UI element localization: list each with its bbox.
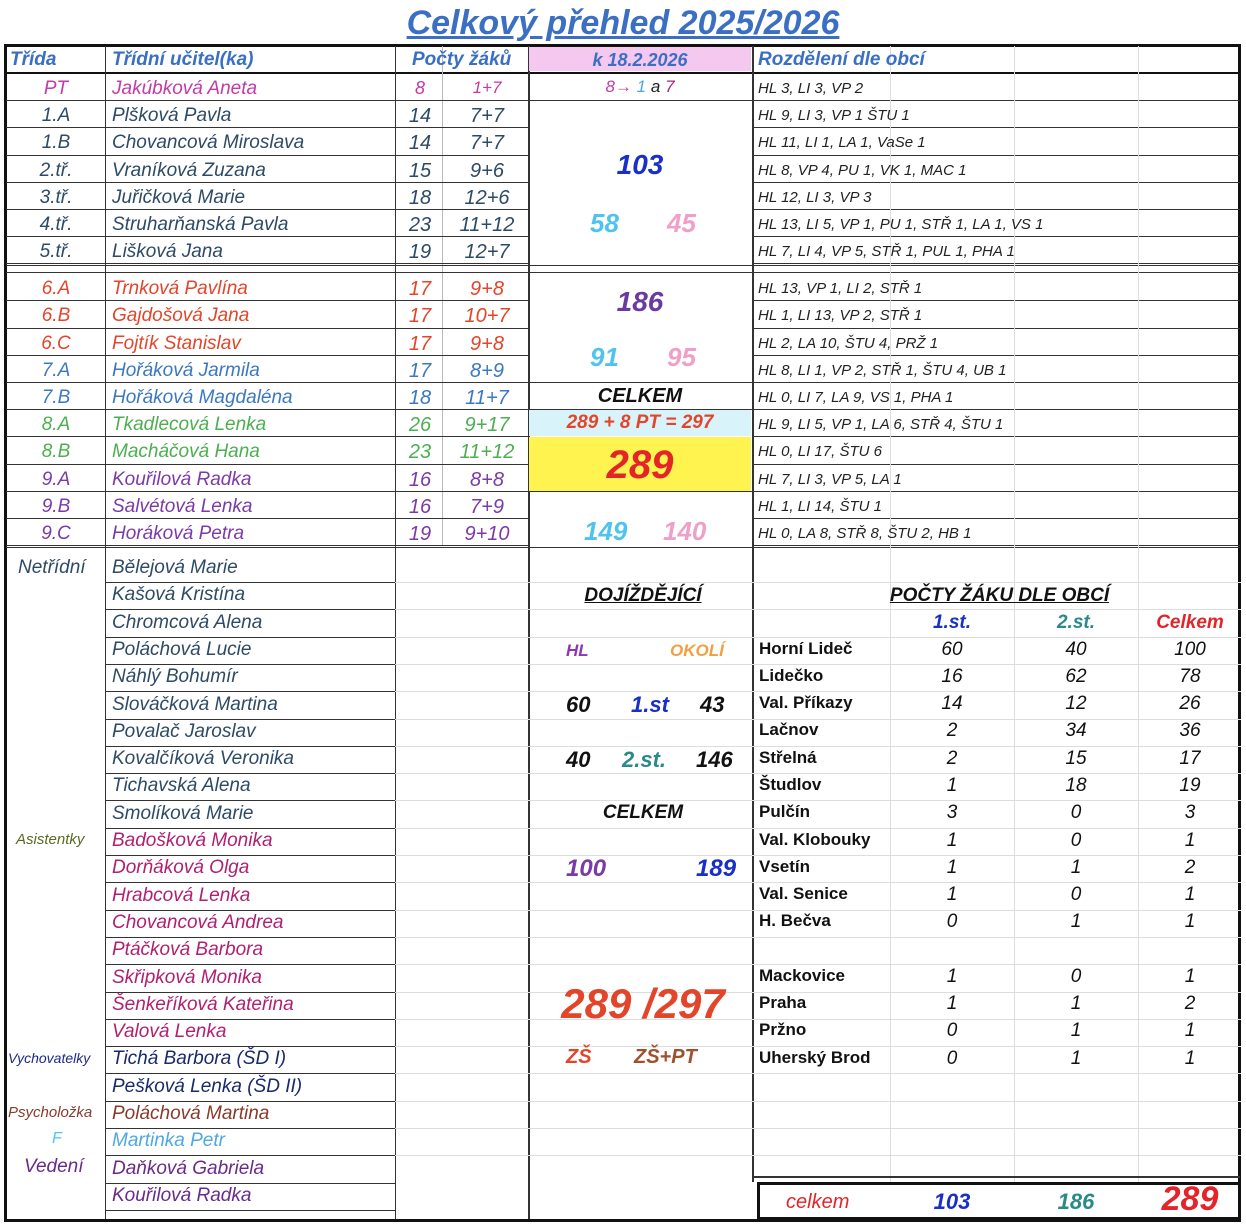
class-municipalities: HL 11, LI 1, LA 1, VaSe 1 xyxy=(758,134,926,151)
obce-row-name: Vsetín xyxy=(759,857,811,876)
staff-name: Kovalčíková Veronika xyxy=(112,748,295,770)
class-municipalities: HL 9, LI 3, VP 1 ŠTU 1 xyxy=(758,107,910,124)
class-teacher: Fojtík Stanislav xyxy=(112,333,241,354)
obce-row-first: 2 xyxy=(946,748,958,769)
class-teacher: Hořáková Jarmila xyxy=(112,360,260,381)
header-rozdeleni: Rozdělení dle obcí xyxy=(758,49,925,70)
staff-name: Chromcová Alena xyxy=(112,611,263,633)
class-teacher: Plšková Pavla xyxy=(112,105,232,126)
staff-name: Náhlý Bohumír xyxy=(112,666,238,688)
class-count: 17 xyxy=(408,278,432,300)
obce-row-name: Lačnov xyxy=(759,720,819,739)
class-split: 9+10 xyxy=(464,523,510,545)
class-teacher: Jakúbková Aneta xyxy=(112,78,258,99)
obce-row-name: Pulčín xyxy=(759,802,811,821)
dojizdejici-c-b: 189 xyxy=(696,855,737,882)
dojizdejici-zs: ZŠ xyxy=(566,1046,592,1068)
class-name: 1.A xyxy=(41,105,71,126)
class-split: 9+8 xyxy=(470,333,504,355)
total-all: 289 xyxy=(1161,1180,1219,1218)
class-count: 18 xyxy=(408,387,432,409)
obce-row-second: 1 xyxy=(1070,1020,1082,1041)
staff-name: Ptáčková Barbora xyxy=(112,939,264,961)
obce-row-total: 1 xyxy=(1184,911,1196,932)
staff-name: Kašová Kristína xyxy=(112,584,246,606)
staff-name: Smolíková Marie xyxy=(112,802,254,824)
f-label: F xyxy=(52,1130,62,1147)
class-name: 7.B xyxy=(41,387,71,408)
class-count: 17 xyxy=(408,360,432,382)
obce-row-second: 62 xyxy=(1065,666,1087,687)
staff-name: Tichavská Alena xyxy=(112,775,251,797)
obce-row-total: 2 xyxy=(1184,993,1196,1014)
obce-row-name: H. Bečva xyxy=(759,911,831,930)
header-pocty: Počty žáků xyxy=(412,49,512,70)
obce-col2: 2.st. xyxy=(1056,612,1096,633)
obce-row-first: 1 xyxy=(946,966,958,987)
obce-row-total: 36 xyxy=(1179,720,1201,741)
dojizdejici-okoli: OKOLÍ xyxy=(670,641,724,660)
celkem-label: CELKEM xyxy=(597,385,683,407)
total-label: celkem xyxy=(786,1191,850,1213)
obce-row-first: 0 xyxy=(946,1020,958,1041)
class-name: 4.tř. xyxy=(39,214,73,235)
obce-row-name: Praha xyxy=(759,993,807,1012)
obce-row-second: 1 xyxy=(1070,911,1082,932)
class-municipalities: HL 9, LI 5, VP 1, LA 6, STŘ 4, ŠTU 1 xyxy=(758,416,1004,433)
obce-row-name: Pržno xyxy=(759,1020,807,1039)
dojizdejici-title: DOJÍŽDĚJÍCÍ xyxy=(584,585,702,606)
class-split: 9+8 xyxy=(470,278,504,300)
class-count: 15 xyxy=(408,160,432,182)
header-ucitel: Třídní učitel(ka) xyxy=(112,49,254,70)
class-name: 7.A xyxy=(41,360,71,381)
class-name: PT xyxy=(43,78,69,99)
second-stage-girls: 95 xyxy=(667,342,696,372)
class-split: 12+6 xyxy=(464,187,510,209)
pt-summary-and: a xyxy=(650,77,661,96)
class-split: 11+12 xyxy=(459,441,515,463)
page-title: Celkový přehled 2025/2026 xyxy=(406,4,840,42)
second-stage-boys: 91 xyxy=(590,342,619,372)
obce-row-total: 1 xyxy=(1184,830,1196,851)
vedeni-label: Vedení xyxy=(24,1156,84,1177)
obce-row-second: 0 xyxy=(1070,830,1082,851)
dojizdejici-hl: HL xyxy=(566,641,589,660)
obce-row-first: 1 xyxy=(946,884,958,905)
class-count: 23 xyxy=(408,441,432,463)
obce-title: POČTY ŽÁKU DLE OBCÍ xyxy=(889,585,1110,606)
dojizdejici-r1-b: 43 xyxy=(700,692,725,717)
class-name: 6.A xyxy=(41,278,71,299)
class-teacher: Horáková Petra xyxy=(112,523,245,544)
obce-col1: 1.st. xyxy=(932,612,972,633)
third-girls: 140 xyxy=(663,516,707,546)
class-teacher: Gajdošová Jana xyxy=(112,305,250,326)
obce-row-first: 1 xyxy=(946,775,958,796)
staff-name: Chovancová Andrea xyxy=(112,911,284,933)
class-municipalities: HL 13, LI 5, VP 1, PU 1, STŘ 1, LA 1, VS 1 xyxy=(758,216,1044,233)
dojizdejici-celkem: CELKEM xyxy=(602,802,684,823)
staff-name: Slováčková Martina xyxy=(112,693,278,715)
staff-name: Poláchová Martina xyxy=(112,1103,270,1124)
staff-name: Pešková Lenka (ŠD II) xyxy=(112,1075,303,1097)
pt-summary-first: 1 xyxy=(636,77,647,96)
dojizdejici-r1-a: 60 xyxy=(566,692,591,717)
third-boys: 149 xyxy=(584,516,628,546)
obce-row-total: 17 xyxy=(1179,748,1201,769)
class-name: 1.B xyxy=(41,132,71,153)
obce-row-second: 0 xyxy=(1070,802,1082,823)
first-stage-total: 103 xyxy=(616,149,664,180)
class-count: 16 xyxy=(408,469,432,491)
obce-row-name: Val. Příkazy xyxy=(759,693,853,712)
obce-row-total: 3 xyxy=(1184,802,1196,823)
staff-name: Poláchová Lucie xyxy=(112,638,252,660)
class-teacher: Vraníková Zuzana xyxy=(112,160,266,181)
obce-row-first: 1 xyxy=(946,857,958,878)
class-count: 19 xyxy=(408,241,432,263)
class-count: 26 xyxy=(408,414,432,436)
header-trida: Třída xyxy=(10,49,57,70)
dojizdejici-big-text: 289 /297 xyxy=(561,980,725,1027)
staff-name: Tichá Barbora (ŠD I) xyxy=(112,1048,287,1070)
obce-row-first: 1 xyxy=(946,993,958,1014)
class-split: 10+7 xyxy=(464,305,510,327)
celkem-big: 289 xyxy=(606,443,674,487)
obce-row-name: Uherský Brod xyxy=(759,1048,871,1067)
class-municipalities: HL 12, LI 3, VP 3 xyxy=(758,189,872,206)
staff-name: Povalač Jaroslav xyxy=(112,720,256,742)
total-first: 103 xyxy=(933,1189,971,1214)
obce-row-first: 60 xyxy=(941,639,963,660)
dojizdejici-r2-b: 146 xyxy=(696,747,733,772)
class-name: 8.B xyxy=(41,441,71,462)
class-name: 6.B xyxy=(41,305,71,326)
second-stage-total: 186 xyxy=(616,286,664,317)
obce-row-name: Val. Klobouky xyxy=(759,830,871,849)
class-count: 17 xyxy=(408,305,432,327)
class-name: 2.tř. xyxy=(39,160,73,181)
class-count: 19 xyxy=(408,523,432,545)
staff-name: Martinka Petr xyxy=(112,1130,225,1152)
class-split: 7+7 xyxy=(470,132,504,154)
class-municipalities: HL 7, LI 3, VP 5, LA 1 xyxy=(758,471,902,488)
obce-row-name: Val. Senice xyxy=(759,884,848,903)
class-name: 9.C xyxy=(41,523,71,544)
class-teacher: Lišková Jana xyxy=(112,241,223,262)
class-split: 7+7 xyxy=(470,105,504,127)
class-teacher: Salvétová Lenka xyxy=(112,496,253,517)
class-municipalities: HL 3, LI 3, VP 2 xyxy=(758,80,864,97)
class-municipalities: HL 0, LI 17, ŠTU 6 xyxy=(758,443,882,460)
obce-row-name: Střelná xyxy=(759,748,817,767)
obce-row-total: 1 xyxy=(1184,1020,1196,1041)
class-split: 8+9 xyxy=(470,360,504,382)
obce-row-first: 0 xyxy=(946,911,958,932)
class-municipalities: HL 2, LA 10, ŠTU 4, PRŽ 1 xyxy=(758,335,939,352)
class-teacher: Juřičková Marie xyxy=(112,187,246,208)
class-split: 8+8 xyxy=(470,469,504,491)
obce-row-total: 100 xyxy=(1174,639,1206,660)
obce-row-first: 1 xyxy=(946,830,958,851)
first-stage-boys: 58 xyxy=(590,208,619,238)
pt-summary-total: 8→ xyxy=(605,77,632,96)
class-name: 9.B xyxy=(41,496,71,517)
obce-row-name: Mackovice xyxy=(759,966,845,985)
class-split: 11+12 xyxy=(459,214,515,236)
obce-row-total: 2 xyxy=(1184,857,1196,878)
class-name: 3.tř. xyxy=(39,187,73,208)
class-name: 5.tř. xyxy=(39,241,73,262)
obce-row-first: 3 xyxy=(946,802,958,823)
obce-row-second: 40 xyxy=(1065,639,1087,660)
class-name: 8.A xyxy=(41,414,71,435)
obce-row-total: 78 xyxy=(1179,666,1201,687)
first-stage-girls: 45 xyxy=(667,208,696,238)
total-second: 186 xyxy=(1057,1189,1095,1214)
class-split: 1+7 xyxy=(472,78,502,97)
class-count: 23 xyxy=(408,214,432,236)
obce-row-name: Horní Lideč xyxy=(759,639,853,658)
class-municipalities: HL 0, LA 8, STŘ 8, ŠTU 2, HB 1 xyxy=(758,525,972,542)
class-teacher: Hořáková Magdaléna xyxy=(112,387,293,408)
psycholozka-label: Psycholožka xyxy=(8,1104,93,1121)
netridni-label: Netřídní xyxy=(18,557,86,578)
class-name: 6.C xyxy=(41,333,71,354)
obce-row-second: 12 xyxy=(1065,693,1087,714)
obce-row-second: 18 xyxy=(1065,775,1087,796)
class-teacher: Chovancová Miroslava xyxy=(112,132,305,153)
class-count: 8 xyxy=(414,78,425,98)
pt-summary xyxy=(529,77,751,97)
class-teacher: Struharňanská Pavla xyxy=(112,214,289,235)
class-count: 17 xyxy=(408,333,432,355)
class-count: 14 xyxy=(408,132,432,154)
obce-col3: Celkem xyxy=(1156,612,1224,633)
asistentky-label: Asistentky xyxy=(16,831,85,848)
dojizdejici-r1-label: 1.st xyxy=(631,692,669,717)
class-teacher: Trnková Pavlína xyxy=(112,278,248,299)
dojizdejici-big xyxy=(529,980,757,1028)
obce-row-name: Študlov xyxy=(759,775,822,794)
obce-row-first: 14 xyxy=(941,693,963,714)
class-count: 18 xyxy=(408,187,432,209)
class-count: 14 xyxy=(408,105,432,127)
class-split: 11+7 xyxy=(465,387,509,409)
obce-row-total: 19 xyxy=(1179,775,1201,796)
vychovatelky-label: Vychovatelky xyxy=(8,1050,91,1066)
obce-row-total: 1 xyxy=(1184,966,1196,987)
class-split: 7+9 xyxy=(470,496,504,518)
obce-row-second: 34 xyxy=(1065,720,1087,741)
header-date: k 18.2.2026 xyxy=(592,50,688,70)
obce-row-name: Lidečko xyxy=(759,666,824,685)
dojizdejici-r2-label: 2.st. xyxy=(622,747,667,772)
staff-name: Kouřilová Radka xyxy=(112,1184,252,1206)
class-count: 16 xyxy=(408,496,432,518)
class-split: 9+17 xyxy=(464,414,510,436)
class-municipalities: HL 7, LI 4, VP 5, STŘ 1, PUL 1, PHA 1 xyxy=(758,243,1015,260)
obce-row-second: 1 xyxy=(1070,1048,1082,1069)
obce-row-second: 1 xyxy=(1070,993,1082,1014)
obce-row-second: 15 xyxy=(1065,748,1087,769)
obce-row-total: 1 xyxy=(1184,1048,1196,1069)
dojizdejici-r2-a: 40 xyxy=(566,747,591,772)
class-teacher: Macháčová Hana xyxy=(112,441,260,462)
class-municipalities: HL 1, LI 14, ŠTU 1 xyxy=(758,498,882,515)
staff-name: Badošková Monika xyxy=(112,830,273,851)
class-teacher: Tkadlecová Lenka xyxy=(112,414,267,435)
class-name: 9.A xyxy=(41,469,71,490)
pt-summary-second: 7 xyxy=(665,77,675,96)
obce-row-first: 16 xyxy=(941,666,963,687)
class-municipalities: HL 8, LI 1, VP 2, STŘ 1, ŠTU 4, UB 1 xyxy=(758,362,1007,379)
staff-name: Šenkeříková Kateřina xyxy=(112,993,294,1015)
class-municipalities: HL 1, LI 13, VP 2, STŘ 1 xyxy=(758,307,923,324)
class-teacher: Kouřilová Radka xyxy=(112,469,252,490)
dojizdejici-c-a: 100 xyxy=(566,855,607,882)
staff-name: Skřipková Monika xyxy=(112,966,262,988)
class-municipalities: HL 8, VP 4, PU 1, VK 1, MAC 1 xyxy=(758,162,967,179)
celkem-formula: 289 + 8 PT = 297 xyxy=(566,412,714,433)
obce-row-second: 0 xyxy=(1070,966,1082,987)
class-municipalities: HL 0, LI 7, LA 9, VS 1, PHA 1 xyxy=(758,389,954,406)
obce-row-second: 1 xyxy=(1070,857,1082,878)
obce-row-first: 0 xyxy=(946,1048,958,1069)
staff-name: Daňková Gabriela xyxy=(112,1157,265,1179)
class-split: 12+7 xyxy=(464,241,510,263)
staff-name: Bělejová Marie xyxy=(112,557,238,578)
class-municipalities: HL 13, VP 1, LI 2, STŘ 1 xyxy=(758,280,923,297)
staff-name: Dorňáková Olga xyxy=(112,857,250,879)
class-split: 9+6 xyxy=(470,160,504,182)
obce-row-second: 0 xyxy=(1070,884,1082,905)
obce-row-first: 2 xyxy=(946,720,958,741)
staff-name: Hrabcová Lenka xyxy=(112,884,251,906)
dojizdejici-zspt: ZŠ+PT xyxy=(634,1046,697,1068)
staff-name: Valová Lenka xyxy=(112,1021,227,1043)
obce-row-total: 26 xyxy=(1179,693,1201,714)
obce-row-total: 1 xyxy=(1184,884,1196,905)
